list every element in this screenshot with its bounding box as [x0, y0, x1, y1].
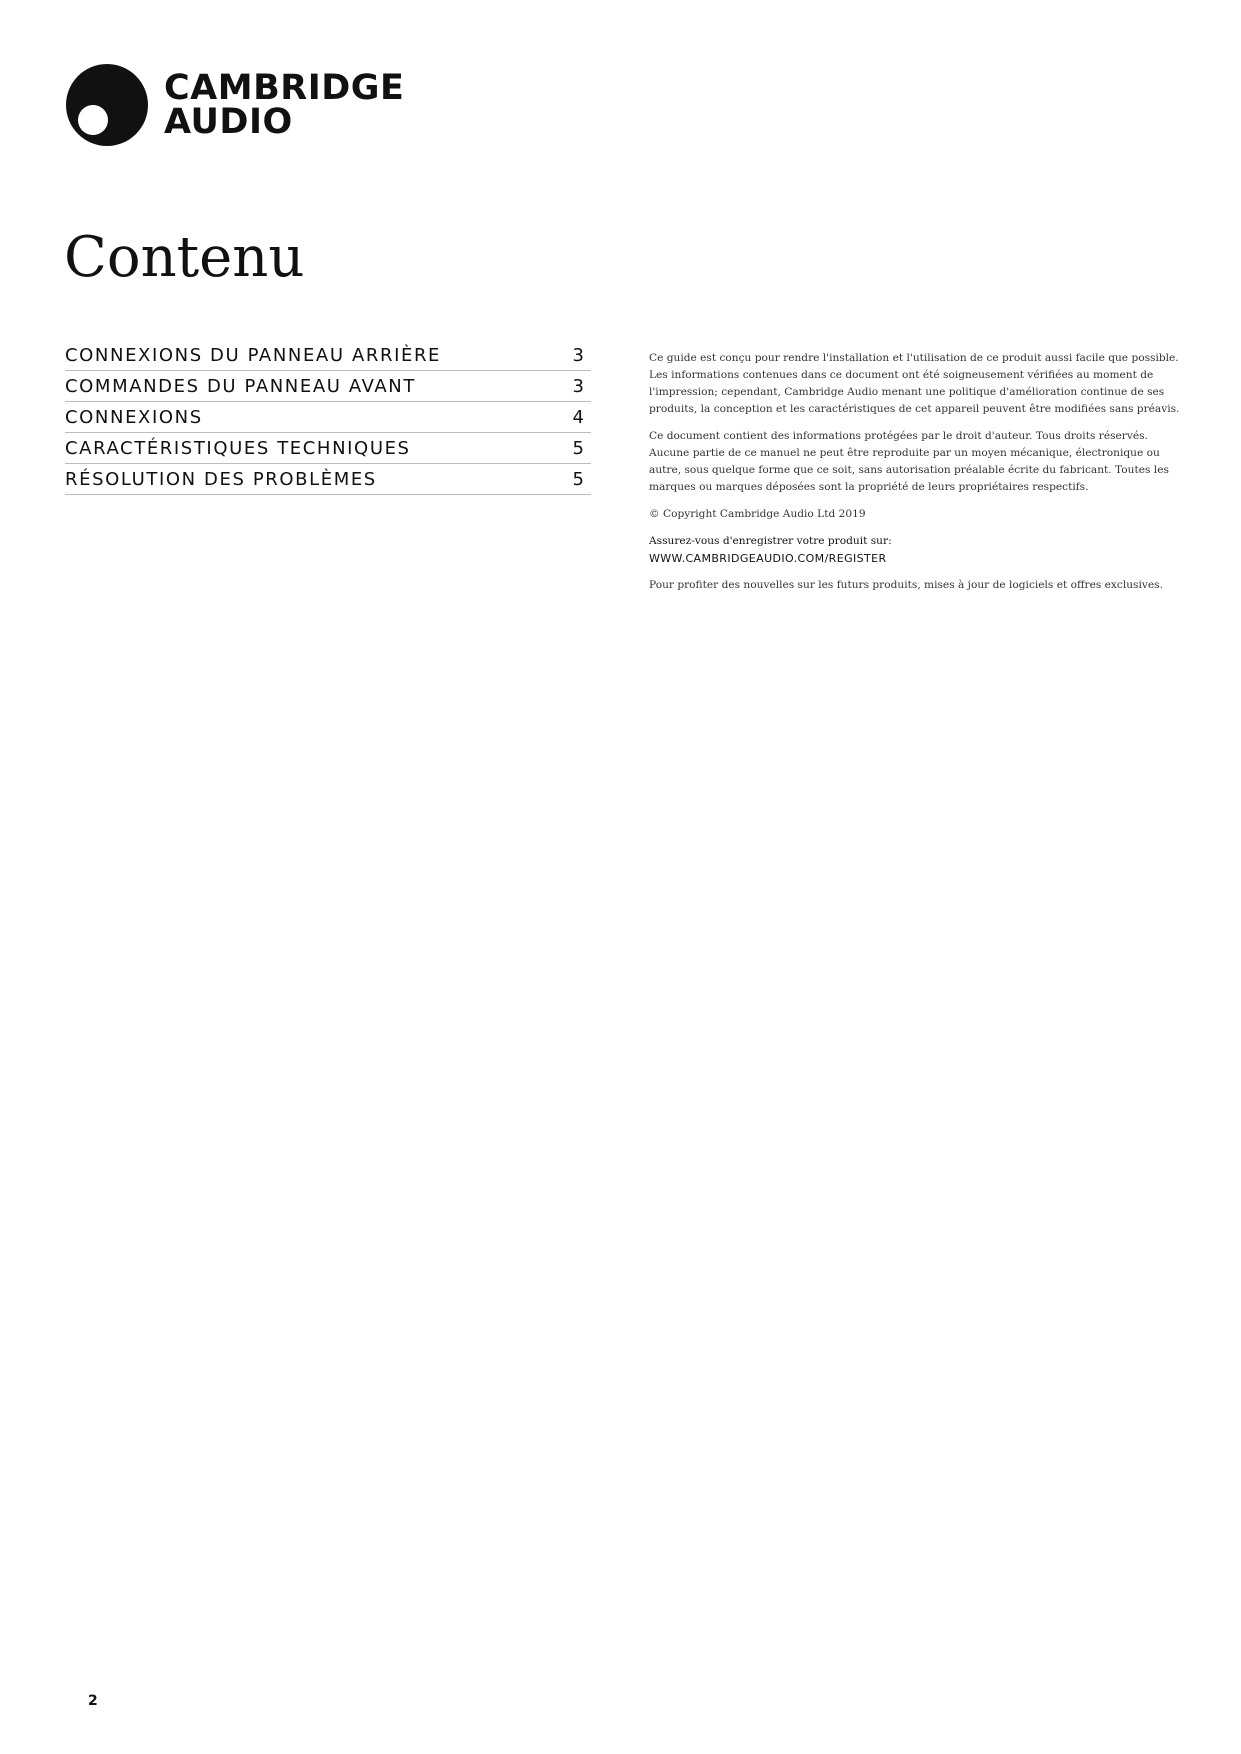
logo-wordmark-line1: CAMBRIDGE [164, 68, 405, 108]
page-number: 2 [88, 1693, 98, 1709]
cambridge-audio-logo [66, 64, 404, 146]
copyright-line: © Copyright Cambridge Audio Ltd 2019 [649, 508, 866, 520]
logo-wordmark-line2: AUDIO [164, 102, 293, 142]
register-block [649, 533, 1183, 567]
logo-mark-icon [66, 64, 148, 146]
intro-paragraph: Ce guide est conçu pour rendre l'installation et l'utilisation de ce produit aussi facile que possible. Les informations contenues dans ce document ont été soigneusement vérifiées au moment de l'impression; cependant, Cambridge Audio menant une politique d'amélioration continue de ses produits, la conception et les caractéristiques de cet appareil peuvent être modifiées sans préavis. [649, 352, 1180, 415]
toc-item-troubleshooting[interactable] [65, 464, 591, 495]
toc-item-label: CONNEXIONS [65, 406, 203, 428]
table-of-contents [65, 340, 591, 495]
logo-wordmark [164, 68, 405, 142]
copyright-notice-paragraph: Ce document contient des informations protégées par le droit d'auteur. Tous droits réservés. Aucune partie de ce manuel ne peut être reproduite par un moyen mécanique, électronique ou autre, sous quelque forme que ce soit, sans autorisation préalable écrite du fabricant. Toutes les marques ou marques déposées sont la propriété de leurs propriétaires respectifs. [649, 430, 1169, 493]
toc-item-label: COMMANDES DU PANNEAU AVANT [65, 375, 416, 397]
register-link[interactable]: WWW.CAMBRIDGEAUDIO.COM/REGISTER [649, 552, 887, 565]
toc-item-specifications[interactable] [65, 433, 591, 464]
toc-item-front-panel[interactable] [65, 371, 591, 402]
toc-item-page: 4 [572, 406, 586, 428]
toc-item-rear-panel[interactable] [65, 340, 591, 371]
toc-item-label: CARACTÉRISTIQUES TECHNIQUES [65, 437, 411, 459]
toc-item-page: 5 [572, 468, 586, 490]
toc-item-page: 3 [572, 375, 586, 397]
benefits-paragraph: Pour profiter des nouvelles sur les futurs produits, mises à jour de logiciels et offres exclusives. [649, 579, 1163, 591]
info-column [649, 350, 1183, 604]
toc-item-page: 5 [572, 437, 586, 459]
page-title: Contenu [64, 225, 305, 290]
toc-item-label: RÉSOLUTION DES PROBLÈMES [65, 468, 377, 490]
toc-item-label: CONNEXIONS DU PANNEAU ARRIÈRE [65, 344, 442, 366]
toc-item-page: 3 [572, 344, 586, 366]
register-prompt: Assurez-vous d'enregistrer votre produit sur: [649, 535, 892, 547]
toc-item-connections[interactable] [65, 402, 591, 433]
